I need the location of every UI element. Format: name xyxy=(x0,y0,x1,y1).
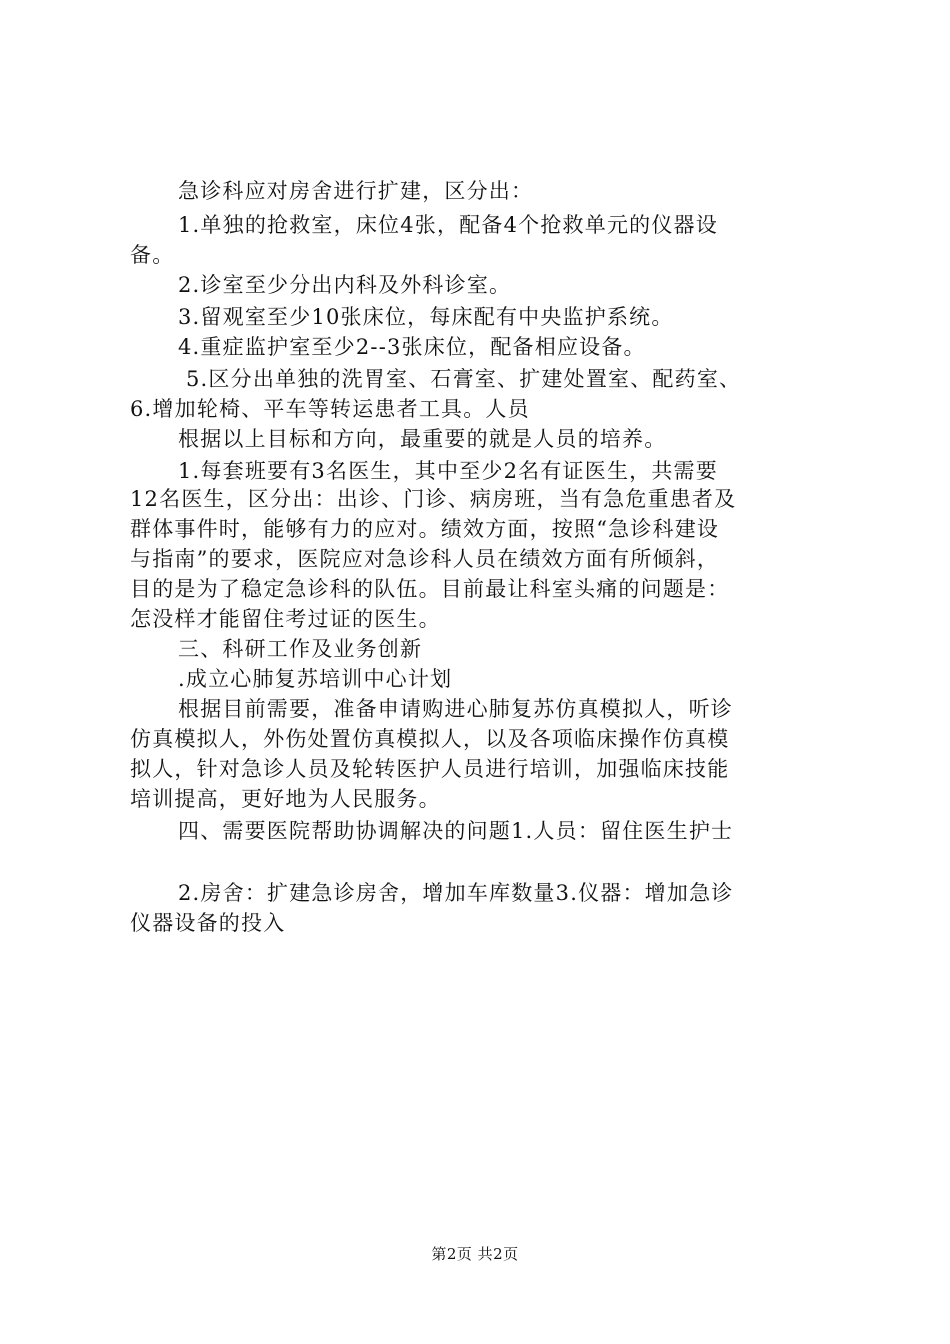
section-heading: 三、科研工作及业务创新 xyxy=(178,637,423,661)
paragraph-line: 群体事件时，能够有力的应对。绩效方面，按照“急诊科建设 xyxy=(130,517,720,541)
paragraph-line: 怎没样才能留住考过证的医生。 xyxy=(130,607,441,631)
paragraph-line: 目的是为了稳定急诊科的队伍。目前最让科室头痛的问题是： xyxy=(130,577,730,601)
paragraph-line: 根据目前需要，准备申请购进心肺复苏仿真模拟人，听诊 xyxy=(178,697,733,721)
paragraph-line: 培训提高，更好地为人民服务。 xyxy=(130,787,441,811)
paragraph-line: 1.每套班要有3名医生，其中至少2名有证医生，共需要 xyxy=(178,459,718,483)
paragraph-line: 仪器设备的投入 xyxy=(130,911,286,935)
paragraph-line: 拟人，针对急诊人员及轮转医护人员进行培训，加强临床技能 xyxy=(130,757,730,781)
paragraph-line: 5.区分出单独的洗胃室、石膏室、扩建处置室、配药室、 xyxy=(186,367,742,391)
paragraph-line: 根据以上目标和方向，最重要的就是人员的培养。 xyxy=(178,427,667,451)
paragraph-line: 1.单独的抢救室，床位4张，配备4个抢救单元的仪器设 xyxy=(178,213,718,237)
paragraph-line: 4.重症监护室至少2--3张床位，配备相应设备。 xyxy=(178,335,646,359)
paragraph-line: 备。 xyxy=(130,243,175,267)
paragraph-line: .成立心肺复苏培训中心计划 xyxy=(178,667,453,691)
paragraph-line: 2.房舍：扩建急诊房舍，增加车库数量3.仪器：增加急诊 xyxy=(178,881,734,905)
section-heading: 四、需要医院帮助协调解决的问题1.人员：留住医生护士 xyxy=(178,819,734,843)
paragraph-line: 3.留观室至少10张床位，每床配有中央监护系统。 xyxy=(178,305,674,329)
page-number-footer: 第2页 共2页 xyxy=(431,1245,519,1263)
paragraph-line: 6.增加轮椅、平车等转运患者工具。人员 xyxy=(130,397,530,421)
paragraph-line: 12名医生，区分出：出诊、门诊、病房班，当有急危重患者及 xyxy=(130,487,737,511)
paragraph-line: 与指南”的要求，医院应对急诊科人员在绩效方面有所倾斜， xyxy=(130,547,720,571)
paragraph-line: 急诊科应对房舍进行扩建，区分出： xyxy=(178,179,534,203)
paragraph-line: 2.诊室至少分出内科及外科诊室。 xyxy=(178,273,512,297)
paragraph-line: 仿真模拟人，外伤处置仿真模拟人，以及各项临床操作仿真模 xyxy=(130,727,730,751)
